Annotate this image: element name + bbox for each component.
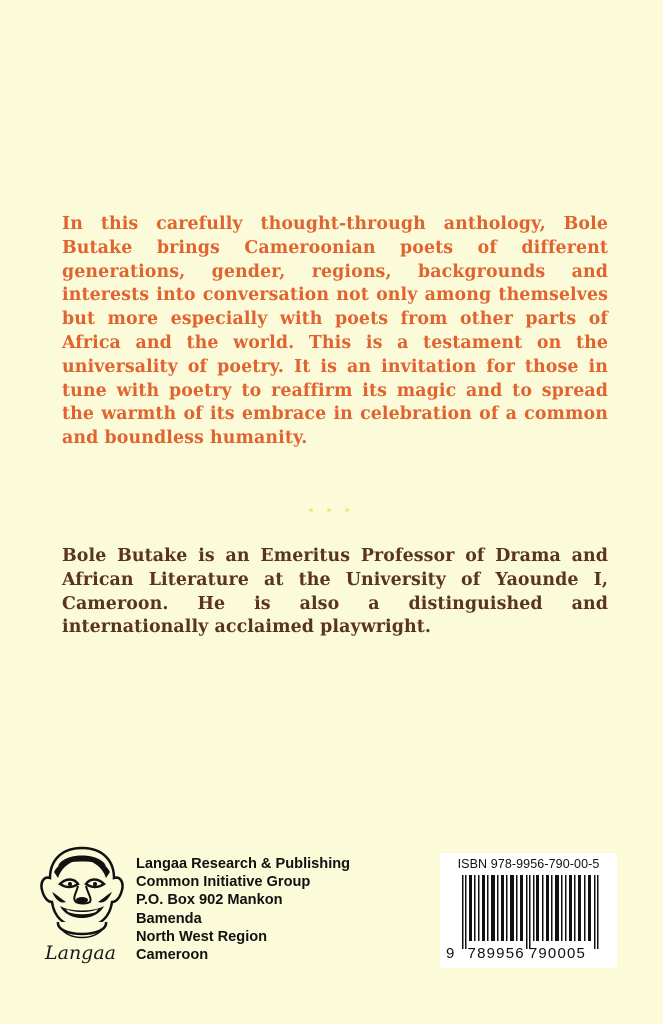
publisher-logo-text: Langaa [45, 942, 116, 964]
ean-group-2: 790005 [528, 945, 587, 962]
isbn-barcode [440, 853, 617, 968]
separator-stars: * * * [308, 507, 355, 518]
blurb-paragraph: In this carefully thought-through anthology, Bole Butake brings Cameroonian poets of different generations, gender, regions, backgrounds and interests into conversation not only among themselves but more especially with poets from other parts of Africa and the world. This is a testament on the universality of poetry. It is an invitation for those in tune with poetry to reaffirm its magic and to spread the warmth of its embrace in celebration of a common and boundless humanity. [62, 214, 608, 449]
author-bio-paragraph: Bole Butake is an Emeritus Professor of Drama and African Literature at the University of Yaounde I, Cameroon. He is also a distinguished and internationally acclaimed playwright. [62, 546, 608, 638]
ean-lead-digit: 9 [446, 945, 456, 962]
address-line: Cameroon [136, 947, 209, 964]
address-line: Langaa Research & Publishing [136, 856, 351, 872]
barcode-bars-icon [460, 875, 600, 949]
publisher-address [136, 855, 350, 964]
ean-digits [446, 945, 586, 962]
address-line: North West Region [136, 928, 268, 945]
isbn-label: ISBN 978-9956-790-00-5 [457, 857, 600, 871]
address-line: Bamenda [136, 910, 202, 927]
ean-group-1: 789956 [467, 945, 525, 962]
address-line: P.O. Box 902 Mankon [136, 892, 283, 909]
address-line: Common Initiative Group [136, 874, 311, 891]
